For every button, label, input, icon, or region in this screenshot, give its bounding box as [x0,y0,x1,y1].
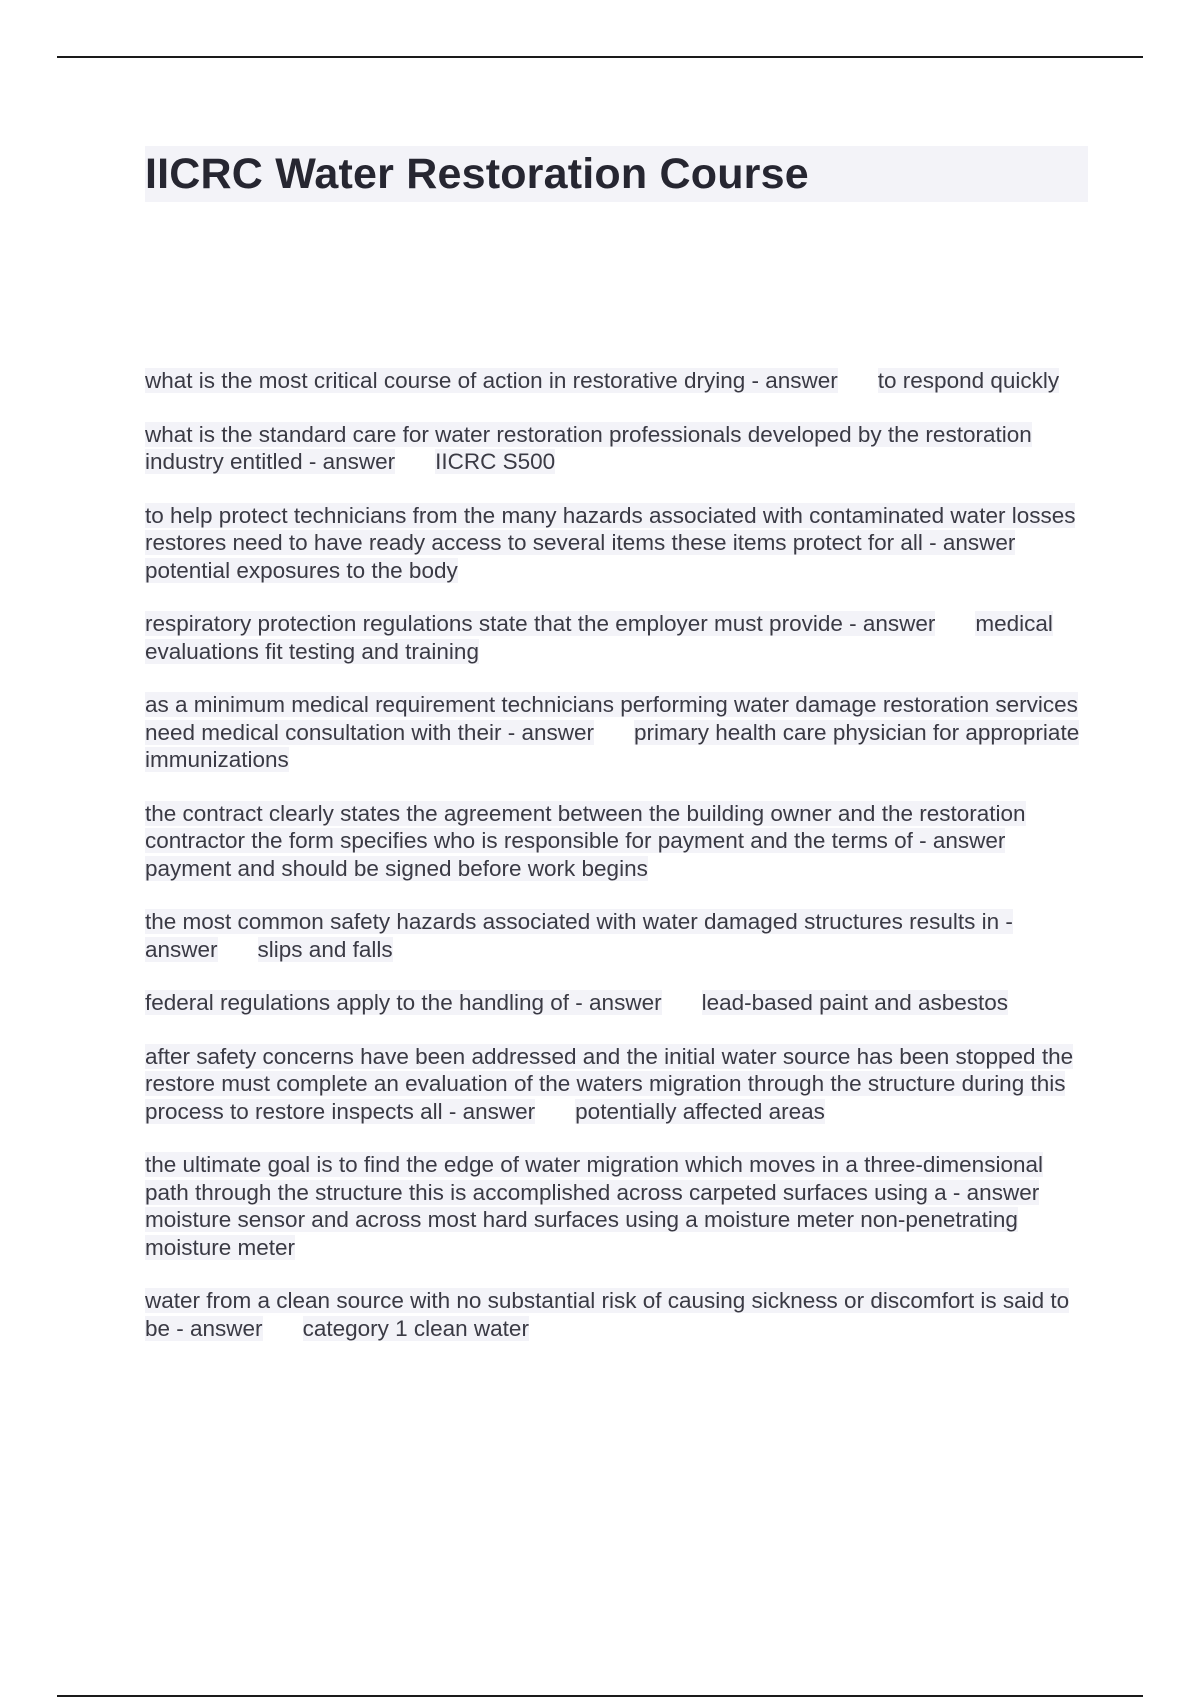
qa-item [145,989,1090,1017]
question-text: after safety concerns have been addressed and the initial water source has been stopped the restore must complete an evaluation of the waters migration through the structure during this process to restore inspects all - answer [145,1043,1074,1124]
qa-item [145,502,1090,585]
top-rule [57,56,1143,58]
answer-text: lead-based paint and asbestos [701,990,1009,1015]
qa-item [145,1043,1090,1126]
answer-text: potential exposures to the body [145,557,458,583]
qa-item [145,1287,1090,1342]
answer-text: primary health care physician for appropriate immunizations [145,719,1080,772]
qa-item [145,421,1090,476]
question-text: the most common safety hazards associated with water damaged structures results in - answer [145,909,1013,962]
qa-item [145,908,1090,963]
question-text: as a minimum medical requirement technicians performing water damage restoration services need medical consultation with their - answer [145,692,1078,745]
document-title: IICRC Water Restoration Course [145,146,1088,202]
qa-item [145,800,1090,883]
question-text: the ultimate goal is to find the edge of water migration which moves in a three-dimensional path through the structure this is accomplished across carpeted surfaces using a - answer [145,1152,1043,1205]
answer-text: moisture sensor and across most hard surfaces using a moisture meter non-penetrating moisture meter [145,1207,1018,1260]
question-text: what is the most critical course of action in restorative drying - answer [145,368,838,393]
answer-text: category 1 clean water [302,1315,529,1341]
answer-text: medical evaluations fit testing and training [145,611,1053,664]
qa-list [145,367,1090,1368]
question-text: federal regulations apply to the handling of - answer [145,990,662,1015]
answer-text: IICRC S500 [435,449,556,474]
answer-text: payment and should be signed before work begins [145,855,648,881]
question-text: respiratory protection regulations state that the employer must provide - answer [145,611,936,636]
qa-item [145,691,1090,774]
answer-text: slips and falls [257,936,393,962]
answer-text: potentially affected areas [575,1098,825,1124]
qa-item [145,610,1090,665]
question-text: the contract clearly states the agreement between the building owner and the restoration contractor the form specifies who is responsible for payment and the terms of - answer [145,800,1026,853]
qa-item [145,367,1090,395]
qa-item [145,1151,1090,1261]
question-text: what is the standard care for water restoration professionals developed by the restoration industry entitled - answer [145,421,1032,474]
question-text: to help protect technicians from the many hazards associated with contaminated water losses restores need to have ready access to several items these items protect for all - answer [145,502,1076,555]
answer-text: to respond quickly [877,368,1060,393]
question-text: water from a clean source with no substantial risk of causing sickness or discomfort is said to be - answer [145,1288,1070,1341]
bottom-rule [57,1695,1143,1697]
